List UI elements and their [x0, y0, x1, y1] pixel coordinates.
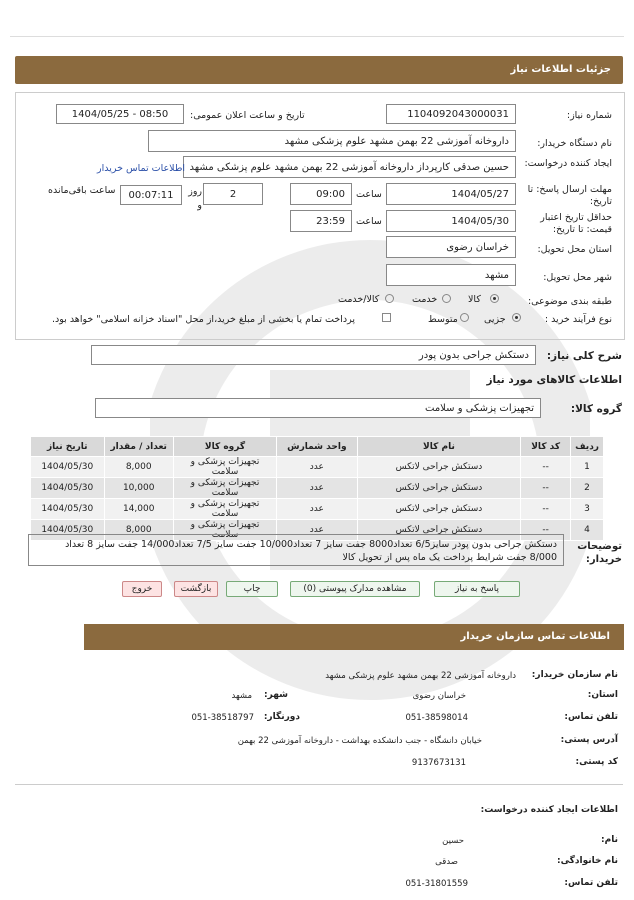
cell-qty: 8,000: [104, 457, 173, 478]
cell-date: 1404/05/30: [31, 478, 105, 499]
creator-family-value: صدقی: [435, 857, 458, 867]
print-button[interactable]: چاپ: [226, 581, 278, 597]
goods-table: [30, 436, 604, 541]
need-number-field: 1104092043000031: [386, 104, 516, 124]
page-header: [15, 56, 623, 84]
category-goods-radio[interactable]: [490, 294, 499, 303]
cell-date: 1404/05/30: [31, 499, 105, 520]
announce-date-label: تاریخ و ساعت اعلان عمومی:: [190, 110, 305, 121]
cell-code: --: [521, 499, 571, 520]
back-button[interactable]: بازگشت: [174, 581, 218, 597]
table-row: [31, 499, 604, 520]
buyer-field: داروخانه آموزشی 22 بهمن مشهد علوم پزشکی مشهد: [148, 130, 516, 152]
summary-field: دستکش جراحی بدون پودر: [91, 345, 536, 365]
col-unit: واحد شمارش: [277, 437, 358, 457]
category-both-radio[interactable]: [385, 294, 394, 303]
process-label: نوع فرآیند خرید :: [544, 314, 612, 325]
buyer-notes-line2: 8/000 جفت شرایط پرداخت یک ماه پس از تحویل کالا: [342, 552, 557, 563]
cell-date: 1404/05/30: [31, 520, 105, 541]
address-value: خیابان دانشگاه - جنب دانشکده بهداشت - داروخانه آموزشی 22 بهمن: [237, 736, 482, 746]
buyer-contact-link[interactable]: اطلاعات تماس خریدار: [97, 163, 186, 174]
creator-field: حسین صدقی کارپرداز داروخانه آموزشی 22 بهمن مشهد علوم پزشکی مشهد: [183, 156, 516, 178]
cell-group: تجهیزات پزشکی و سلامت: [173, 520, 276, 541]
cell-group: تجهیزات پزشکی و سلامت: [173, 499, 276, 520]
category-goods-label: کالا: [468, 294, 481, 305]
cell-code: --: [521, 478, 571, 499]
buyer-notes-line1: دستکش جراحی بدون پودر سایز6/5 تعداد8000 جفت سایز 7 تعداد10/000 جفت سایز 7/5 تعداد14/000 جفت سایز 8 تعداد: [65, 539, 557, 550]
remaining-time-field: 00:07:11: [120, 185, 182, 205]
cell-unit: عدد: [277, 478, 358, 499]
org-value: داروخانه آموزشی 22 بهمن مشهد علوم پزشکی مشهد: [325, 671, 516, 681]
days-label: روز و: [188, 186, 202, 211]
page-title: جزئیات اطلاعات نیاز: [510, 64, 611, 75]
contact-phone-value: 051-38598014: [405, 713, 468, 723]
cell-name: دستکش جراحی لاتکس: [357, 457, 521, 478]
process-medium-label: متوسط: [428, 314, 458, 325]
contact-province-label: استان:: [587, 690, 618, 700]
goods-group-field: تجهیزات پزشکی و سلامت: [95, 398, 541, 418]
contact-city-value: مشهد: [231, 691, 252, 701]
reply-time-label: ساعت: [356, 189, 382, 200]
price-time-field: 23:59: [290, 210, 352, 232]
contact-header: [84, 624, 624, 650]
cell-row: 4: [571, 520, 604, 541]
province-field: خراسان رضوی: [386, 236, 516, 258]
view-attachments-button[interactable]: مشاهده مدارک پیوستی (0): [290, 581, 420, 597]
creator-label: ایجاد کننده درخواست:: [524, 158, 612, 169]
contact-divider: [15, 784, 623, 785]
reply-date-field: 1404/05/27: [386, 183, 516, 205]
category-both-label: کالا/خدمت: [338, 294, 380, 305]
city-field: مشهد: [386, 264, 516, 286]
table-row: [31, 457, 604, 478]
contact-province-value: خراسان رضوی: [412, 691, 466, 701]
category-label: طبقه بندی موضوعی:: [527, 296, 612, 307]
creator-info-title: اطلاعات ایجاد کننده درخواست:: [480, 805, 618, 815]
creator-name-value: حسین: [442, 836, 464, 846]
reply-time-field: 09:00: [290, 183, 352, 205]
summary-label: شرح کلی نیاز:: [546, 350, 622, 362]
col-code: کد کالا: [521, 437, 571, 457]
buyer-notes-box: [28, 534, 564, 566]
need-number-label: شماره نیاز:: [566, 110, 612, 121]
fax-value: 051-38518797: [191, 713, 254, 723]
price-validity-label: حداقل تاریخ اعتبار قیمت: تا تاریخ:: [540, 212, 612, 235]
cell-group: تجهیزات پزشکی و سلامت: [173, 457, 276, 478]
goods-section-title: اطلاعات کالاهای مورد نیاز: [486, 374, 622, 386]
exit-button[interactable]: خروج: [122, 581, 162, 597]
price-date-field: 1404/05/30: [386, 210, 516, 232]
announce-date-field: 1404/05/25 - 08:50: [56, 104, 184, 124]
fax-label: دورنگار:: [263, 712, 300, 722]
postal-label: کد پستی:: [575, 757, 618, 767]
treasury-payment-checkbox[interactable]: [382, 313, 391, 322]
col-row: ردیف: [571, 437, 604, 457]
goods-group-label: گروه کالا:: [570, 403, 622, 415]
contact-city-label: شهر:: [264, 690, 288, 700]
cell-code: --: [521, 520, 571, 541]
top-divider: [10, 36, 624, 37]
col-qty: تعداد / مقدار: [104, 437, 173, 457]
cell-unit: عدد: [277, 499, 358, 520]
creator-family-label: نام خانوادگی:: [556, 856, 618, 866]
cell-row: 3: [571, 499, 604, 520]
postal-value: 9137673131: [411, 758, 466, 768]
creator-phone-value: 051-31801559: [405, 879, 468, 889]
process-minor-radio[interactable]: [512, 313, 521, 322]
city-label: شهر محل تحویل:: [543, 272, 612, 283]
col-group: گروه کالا: [173, 437, 276, 457]
cell-row: 2: [571, 478, 604, 499]
creator-name-label: نام:: [601, 835, 618, 845]
reply-deadline-label: مهلت ارسال پاسخ: تا تاریخ:: [527, 184, 612, 207]
treasury-payment-note: پرداخت تمام یا بخشی از مبلغ خرید،از محل "اسناد خزانه اسلامی" خواهد بود.: [52, 314, 355, 325]
col-name: نام کالا: [357, 437, 521, 457]
cell-row: 1: [571, 457, 604, 478]
cell-unit: عدد: [277, 457, 358, 478]
cell-name: دستکش جراحی لاتکس: [357, 520, 521, 541]
cell-name: دستکش جراحی لاتکس: [357, 499, 521, 520]
category-service-radio[interactable]: [442, 294, 451, 303]
col-date: تاریخ نیاز: [31, 437, 105, 457]
creator-phone-label: تلفن تماس:: [564, 878, 618, 888]
province-label: استان محل تحویل:: [537, 244, 612, 255]
remaining-label: ساعت باقی‌مانده: [48, 185, 116, 196]
price-time-label: ساعت: [356, 216, 382, 227]
buyer-label: نام دستگاه خریدار:: [537, 138, 612, 149]
goods-table-header: [31, 437, 604, 457]
contact-title: اطلاعات تماس سازمان خریدار: [460, 631, 610, 642]
cell-qty: 14,000: [104, 499, 173, 520]
process-medium-radio[interactable]: [460, 313, 469, 322]
address-label: آدرس پستی:: [560, 735, 618, 745]
category-service-label: خدمت: [412, 294, 438, 305]
table-row: [31, 478, 604, 499]
remaining-days-field: 2: [203, 183, 263, 205]
org-label: نام سازمان خریدار:: [531, 670, 618, 680]
cell-name: دستکش جراحی لاتکس: [357, 478, 521, 499]
cell-unit: عدد: [277, 520, 358, 541]
cell-date: 1404/05/30: [31, 457, 105, 478]
process-minor-label: جزیی: [484, 314, 506, 325]
cell-qty: 8,000: [104, 520, 173, 541]
cell-qty: 10,000: [104, 478, 173, 499]
cell-code: --: [521, 457, 571, 478]
reply-to-need-button[interactable]: پاسخ به نیاز: [434, 581, 520, 597]
contact-phone-label: تلفن تماس:: [564, 712, 618, 722]
cell-group: تجهیزات پزشکی و سلامت: [173, 478, 276, 499]
buyer-notes-label: توضیحات خریدار:: [577, 541, 622, 565]
